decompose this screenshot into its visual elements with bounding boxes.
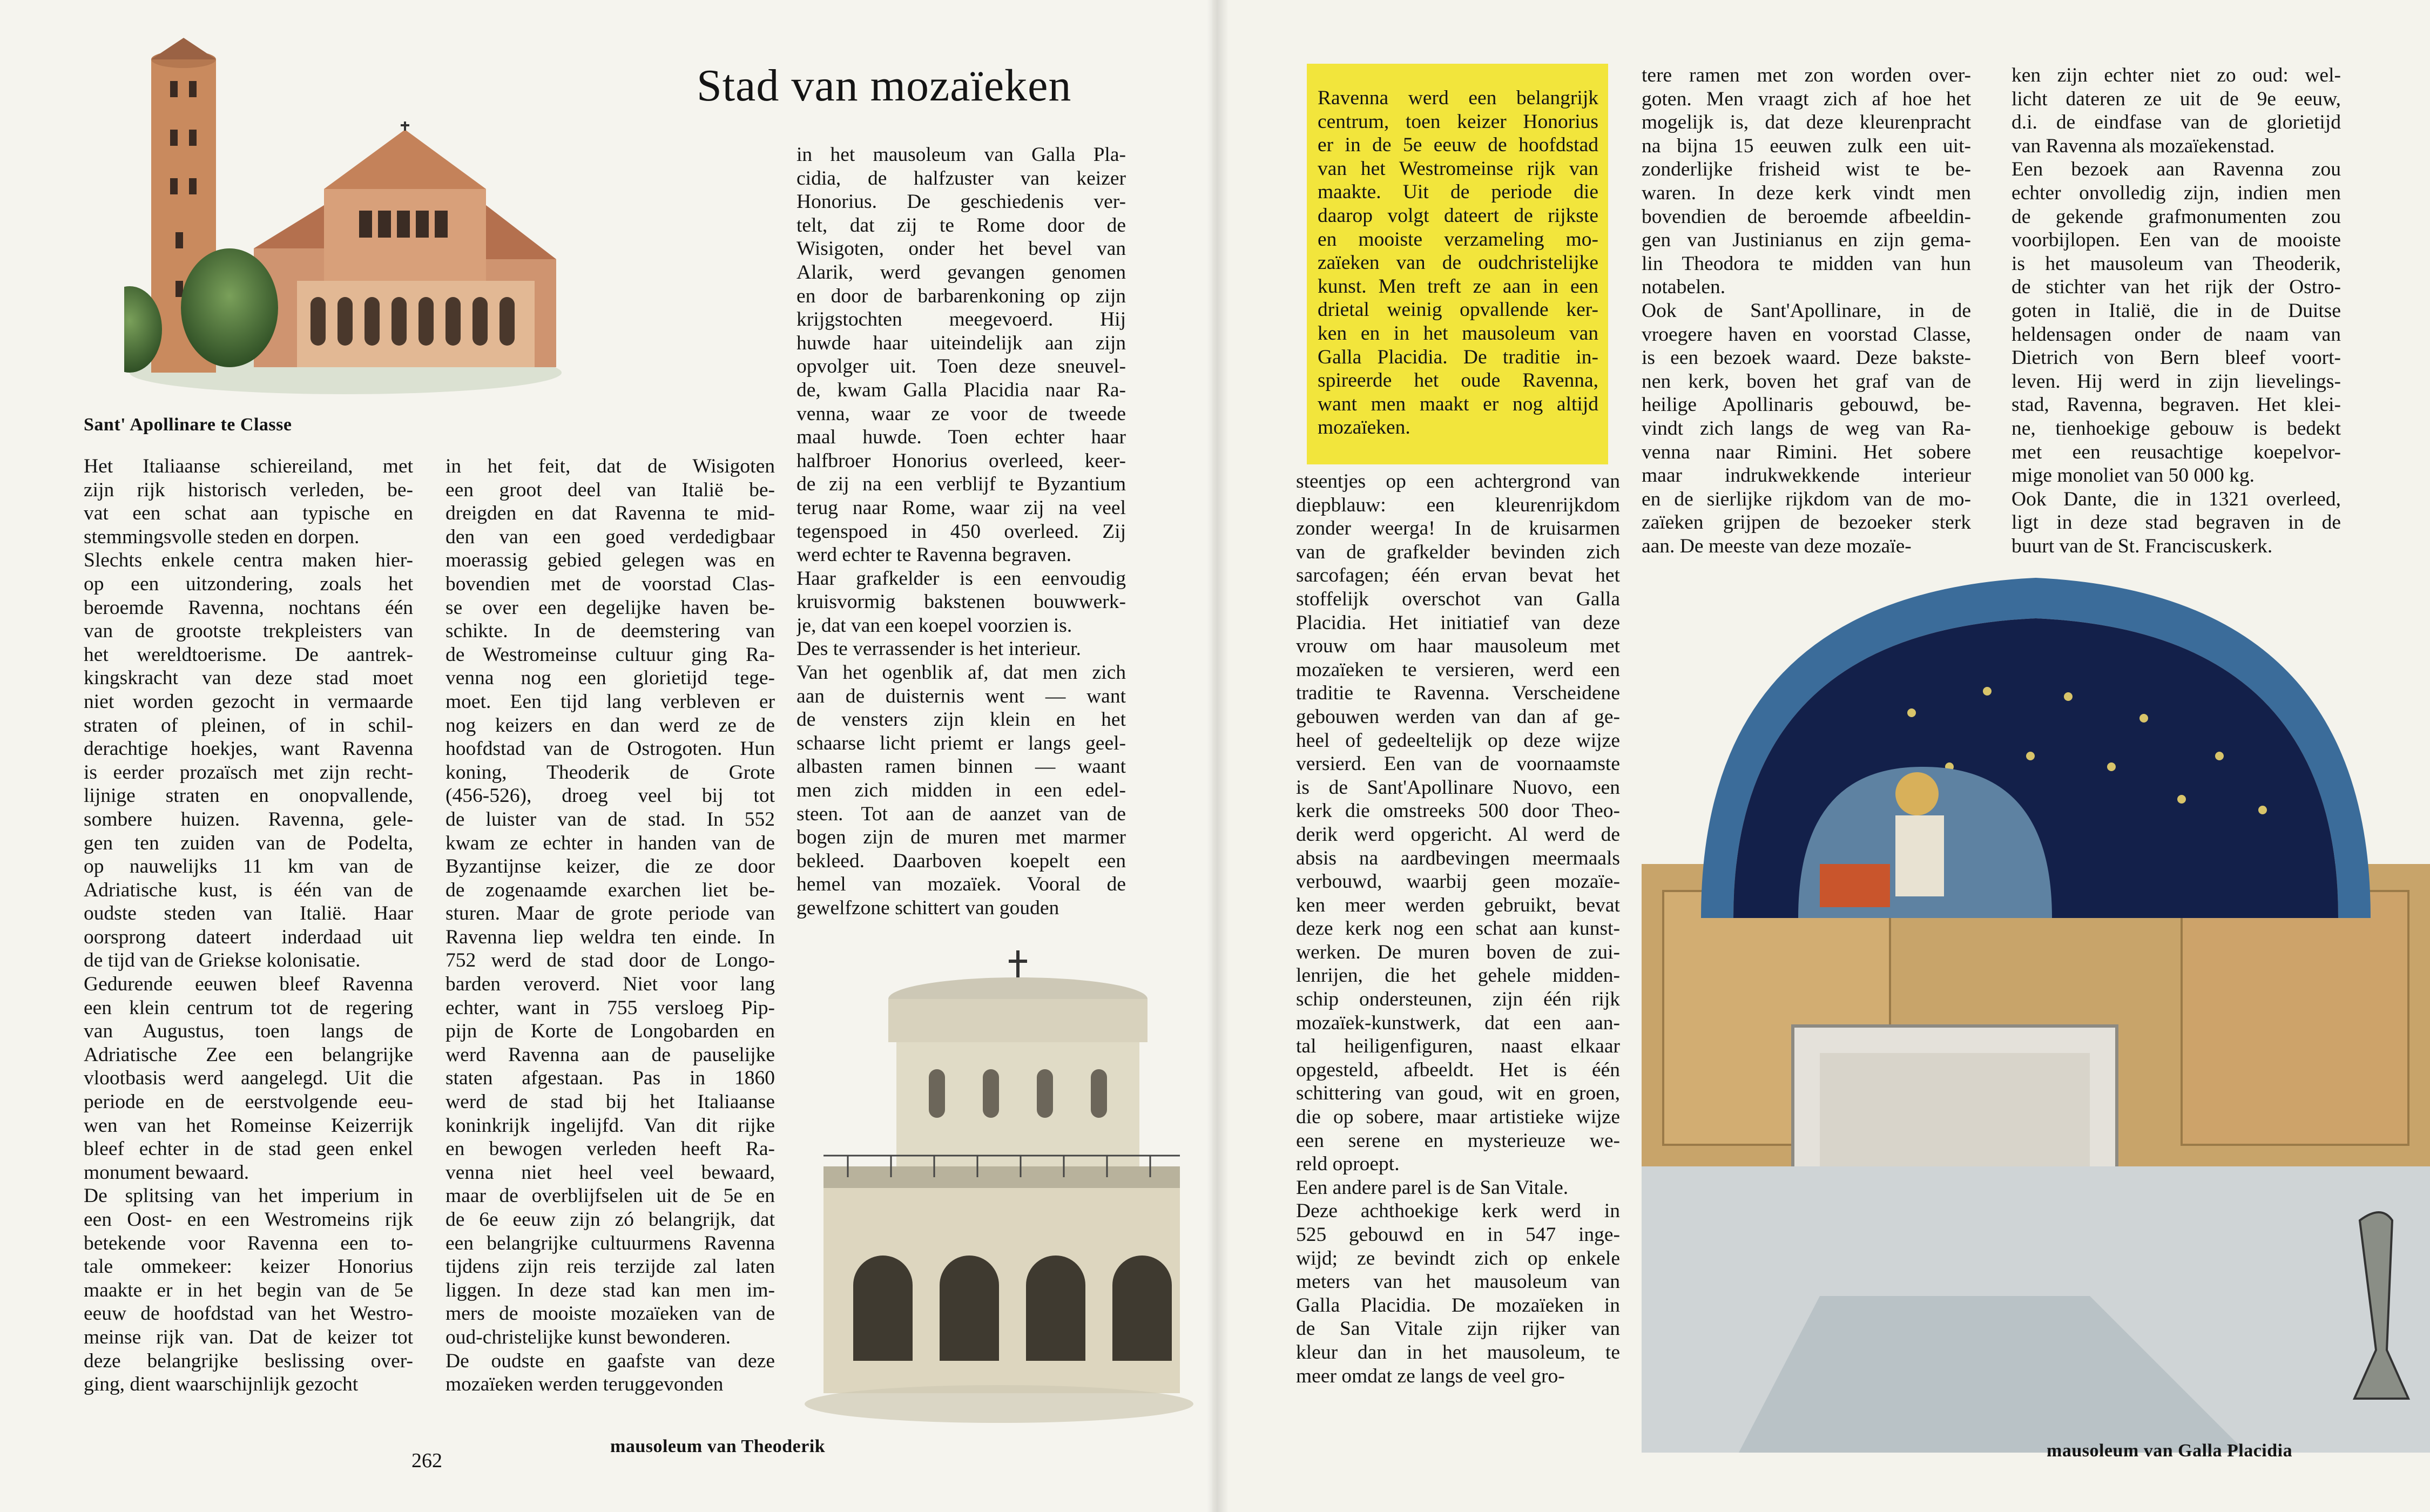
text-line: is het mausoleum van Theoderik, — [2012, 252, 2341, 275]
text-line: want men maakt er nog altijd — [1318, 393, 1598, 415]
text-line: mige monoliet van 50 000 kg. — [2012, 464, 2254, 487]
text-line: gen ten zuiden van de Podelta, — [84, 832, 413, 854]
text-line: kingskracht van deze stad moet — [84, 667, 413, 690]
text-line: Een andere parel is de San Vitale. — [1296, 1176, 1569, 1199]
text-line: Deze achthoekige kerk werd in — [1296, 1200, 1620, 1223]
text-line: niet worden gezocht in vermaarde — [84, 690, 413, 713]
text-line: werd echter te Ravenna begraven. — [796, 544, 1072, 566]
text-line: bogen zijn de muren met marmer — [796, 826, 1126, 849]
text-line: Van het ogenblik af, dat men zich — [796, 662, 1126, 684]
text-line: gen van Justinianus en zijn gema- — [1642, 229, 1971, 252]
text-line: 752 werd de stad door de Longo- — [446, 949, 775, 972]
text-line: zonderlijke frisheid wist te be- — [1642, 158, 1971, 181]
text-line: Een bezoek aan Ravenna zou — [2012, 158, 2341, 181]
page-title: Stad van mozaïeken — [697, 60, 1072, 111]
text-line: bekleed. Daarboven koepelt een — [796, 849, 1126, 872]
text-line: kruisvormig bakstenen bouwwerk- — [796, 591, 1126, 613]
text-line: heel of gedeeltelijk op deze wijze — [1296, 729, 1620, 752]
text-line: en mooiste verzameling mo- — [1318, 228, 1598, 251]
text-line: mozaïek-kunstwerk, dat een aan- — [1296, 1011, 1620, 1034]
text-line: mers de mooiste mozaïeken van de — [446, 1302, 775, 1325]
text-line: den van een goed verdedigbaar — [446, 525, 775, 548]
text-line: maar indrukwekkende interieur — [1642, 464, 1971, 487]
text-line: de stichter van het rijk der Ostro- — [2012, 276, 2341, 299]
text-line: de tijd van de Griekse kolonisatie. — [84, 949, 361, 972]
text-line: periode en de eerstvolgende eeu- — [84, 1091, 413, 1113]
text-line: tijdens zijn reis terzijde zal laten — [446, 1256, 775, 1278]
intro-text-column — [1318, 86, 1598, 440]
text-column-3 — [796, 143, 1126, 920]
text-line: vindt zich langs de weg van Ra- — [1642, 417, 1971, 440]
text-line: Gedurende eeuwen bleef Ravenna — [84, 973, 413, 996]
text-line: opgesteld, afbeeldt. Het is één — [1296, 1058, 1620, 1081]
text-line: van Ravenna als mozaïekenstad. — [2012, 134, 2275, 157]
text-line: Placidia. Het initiatief van deze — [1296, 611, 1620, 634]
text-line: straten of pleinen, of in schil- — [84, 714, 413, 737]
text-line: centrum, toen keizer Honorius — [1318, 110, 1598, 133]
text-line: aan. De meeste van deze mozaïe- — [1642, 535, 1912, 557]
text-line: De oudste en gaafste van deze — [446, 1349, 775, 1372]
text-line: kwam ze echter in handen van de — [446, 832, 775, 854]
text-line: opvolger uit. Toen deze sneuvel- — [796, 355, 1126, 378]
text-line: barden veroverd. Niet voor lang — [446, 973, 775, 996]
text-line: kleur dan in het mausoleum, te — [1296, 1341, 1620, 1364]
book-gutter — [1207, 0, 1228, 1512]
text-line: Ook de Sant'Apollinare, in de — [1642, 299, 1971, 322]
text-line: van de grootste trekpleisters van — [84, 620, 413, 643]
text-line: moerassig gebied gelegen was en — [446, 549, 775, 572]
text-line: derik werd opgericht. Al werd de — [1296, 823, 1620, 846]
text-line: waren. In deze kerk vindt men — [1642, 181, 1971, 204]
text-line: en de sierlijke rijkdom van de mo- — [1642, 488, 1971, 510]
text-line: tale ommekeer: keizer Honorius — [84, 1256, 413, 1278]
text-line: heldensagen onder de naam van — [2012, 323, 2341, 346]
text-line: is eerder prozaïsch met zijn recht- — [84, 761, 413, 784]
text-line: gebouwen werden van dan af ge- — [1296, 705, 1620, 728]
text-line: hoofdstad van de Ostrogoten. Hun — [446, 738, 775, 760]
text-line: ken en in het mausoleum van — [1318, 322, 1598, 345]
text-line: tal heiligenfiguren, naast elkaar — [1296, 1035, 1620, 1058]
text-line: lenrijen, die het gehele midden- — [1296, 964, 1620, 987]
text-line: zonder weerga! In de kruisarmen — [1296, 517, 1620, 540]
text-line: sarcofagen; één ervan bevat het — [1296, 564, 1620, 587]
text-line: Alarik, werd gevangen genomen — [796, 261, 1126, 284]
text-line: pijn de Korte de Longobarden en — [446, 1020, 775, 1043]
text-line: kunst. Men treft ze aan in een — [1318, 275, 1598, 298]
text-column-2 — [446, 455, 775, 1396]
text-line: mogelijk is, dat deze kleurenpracht — [1642, 111, 1971, 134]
text-line: van de grafkelder bevinden zich — [1296, 541, 1620, 563]
text-line: beroemde Ravenna, nochtans één — [84, 596, 413, 619]
text-line: Wisigoten, onder het bevel van — [796, 238, 1126, 260]
text-line: schip ondersteunen, zijn één rijk — [1296, 988, 1620, 1011]
text-line: gewelfzone schittert van gouden — [796, 897, 1059, 919]
text-line: de, kwam Galla Placidia naar Ra- — [796, 379, 1126, 401]
text-line: echter onvolledig zijn, indien men — [2012, 181, 2341, 204]
text-line: albasten ramen binnen — waant — [796, 755, 1126, 778]
text-line: vat een schat aan typische en — [84, 502, 413, 525]
text-line: derachtige hoekjes, want Ravenna — [84, 738, 413, 760]
galla-placidia-illustration — [1642, 486, 2430, 1453]
text-line: kerk die omstreeks 500 door Theo- — [1296, 800, 1620, 822]
text-line: deze belangrijke beslissing over- — [84, 1349, 413, 1372]
text-line: Byzantijnse keizer, die ze door — [446, 855, 775, 878]
text-line: spireerde het oude Ravenna, — [1318, 369, 1598, 392]
text-line: met een reusachtige koepelvor- — [2012, 441, 2341, 463]
text-line: heilige Apollinaris gebouwd, be- — [1642, 394, 1971, 416]
text-line: eeuw de hoofdstad van het Westro- — [84, 1302, 413, 1325]
text-line: cidia, de halfzuster van keizer — [796, 167, 1126, 190]
text-line: Ravenna liep weldra ten einde. In — [446, 926, 775, 948]
text-line: aan de duisternis went — want — [796, 685, 1126, 707]
text-line: oudste steden van Italië. Haar — [84, 902, 413, 925]
text-line: een klein centrum tot de regering — [84, 996, 413, 1019]
text-line: lin Theodora te midden van hun — [1642, 252, 1971, 275]
text-line: deze kerk nog een schat aan kunst- — [1296, 917, 1620, 940]
theoderik-mausoleum-illustration — [805, 940, 1193, 1426]
text-line: buurt van de St. Franciscuskerk. — [2012, 535, 2273, 557]
text-line: de luister van de stad. In 552 — [446, 808, 775, 831]
text-line: lijnige straten en onopvallende, — [84, 785, 413, 807]
text-line: maakte. Uit de periode die — [1318, 181, 1598, 204]
text-line: maal huwde. Toen echter haar — [796, 426, 1126, 449]
text-line: wen van het Romeinse Keizerrijk — [84, 1114, 413, 1137]
text-line: nog keizers en dan werd ze de — [446, 714, 775, 737]
text-line: venna nog een glorietijd tege- — [446, 667, 775, 690]
text-line: er in de 5e eeuw de hoofdstad — [1318, 134, 1598, 157]
text-line: koning, Theoderik de Grote — [446, 761, 775, 784]
page-number: 262 — [411, 1449, 442, 1472]
text-line: tegenspoed in 450 overleed. Zij — [796, 520, 1126, 543]
text-line: en bewogen verleden heeft Ra- — [446, 1138, 775, 1160]
text-line: terug naar Rome, waar zij na veel — [796, 496, 1126, 519]
text-line: van het Westromeinse rijk van — [1318, 157, 1598, 180]
text-line: venna, waar ze voor de tweede — [796, 402, 1126, 425]
text-line: schittering van goud, wit en groen, — [1296, 1082, 1620, 1105]
text-line: Adriatische kust, is één van de — [84, 879, 413, 901]
text-line: stemmingsvolle steden en dorpen. — [84, 525, 360, 548]
caption-galla-placidia: mausoleum van Galla Placidia — [2047, 1441, 2293, 1461]
text-line: licht dateren ze uit de 9e eeuw, — [2012, 87, 2341, 110]
text-line: ligt in deze stad begraven in de — [2012, 511, 2341, 534]
text-line: absis na aardbevingen meermaals — [1296, 847, 1620, 869]
text-line: notabelen. — [1642, 276, 1726, 299]
text-column-1 — [84, 455, 413, 1396]
text-line: werd de stad bij het Italiaanse — [446, 1091, 775, 1113]
text-line: hemel van mozaïek. Vooral de — [796, 873, 1126, 896]
text-line: het wereldtoerisme. De aantrek- — [84, 643, 413, 666]
caption-sant-apollinare: Sant' Apollinare te Classe — [84, 415, 292, 435]
text-line: De splitsing van het imperium in — [84, 1185, 413, 1207]
text-line: koninkrijk ingelijfd. Van dit rijke — [446, 1114, 775, 1137]
text-line: de 6e eeuw zijn zó belangrijk, dat — [446, 1209, 775, 1231]
text-line: stoffelijk overschot van Galla — [1296, 588, 1620, 610]
text-line: betekende voor Ravenna een to- — [84, 1232, 413, 1254]
text-line: halfbroer Honorius overleed, keer- — [796, 449, 1126, 472]
text-line: een groot deel van Italië be- — [446, 478, 775, 501]
text-line: maakte er in het begin van de 5e — [84, 1279, 413, 1301]
text-line: staten afgestaan. Pas in 1860 — [446, 1067, 775, 1090]
text-line: Ook Dante, die in 1321 overleed, — [2012, 488, 2341, 510]
text-line: wijd; ze bevindt zich op enkele — [1296, 1247, 1620, 1270]
text-line: op nauwelijks 11 km van de — [84, 855, 413, 878]
text-line: monument bewaard. — [84, 1161, 249, 1184]
text-line: stad, Ravenna, begraven. Het klei- — [2012, 394, 2341, 416]
text-line: vlootbasis werd aangelegd. Uit die — [84, 1067, 413, 1090]
text-line: Slechts enkele centra maken hier- — [84, 549, 413, 572]
text-line: Het Italiaanse schiereiland, met — [84, 455, 413, 477]
text-line: oorsprong dateert inderdaad uit — [84, 926, 413, 948]
text-line: een Oost- en een Westromeins rijk — [84, 1209, 413, 1231]
text-line: de zogenaamde exarchen liet be- — [446, 879, 775, 901]
text-line: zijn rijk historisch verleden, be- — [84, 478, 413, 501]
text-line: nen kerk, boven het graf van de — [1642, 370, 1971, 393]
text-line: meer omdat ze langs de veel gro- — [1296, 1365, 1565, 1387]
text-line: men zich midden in een edel- — [796, 779, 1126, 802]
text-line: dreigden en dat Ravenna te mid- — [446, 502, 775, 525]
caption-theoderik: mausoleum van Theoderik — [610, 1436, 826, 1456]
text-line: en door de barbarenkoning op zijn — [796, 285, 1126, 307]
text-line: ken meer werden gebruikt, bevat — [1296, 894, 1620, 916]
text-line: venna naar Rimini. Het sobere — [1642, 441, 1971, 463]
text-line: een serene en mysterieuze we- — [1296, 1129, 1620, 1152]
text-line: tere ramen met zon worden over- — [1642, 64, 1971, 86]
text-line: de gekende grafmonumenten zou — [2012, 205, 2341, 228]
text-line: in het mausoleum van Galla Pla- — [796, 144, 1126, 166]
text-line: telt, dat zij te Rome door de — [796, 214, 1126, 237]
text-line: mozaïeken werden teruggevonden — [446, 1373, 724, 1396]
text-line: mozaïeken te versieren, werd een — [1296, 658, 1620, 681]
text-line: in het feit, dat de Wisigoten — [446, 455, 775, 477]
text-line: van Augustus, toen langs de — [84, 1020, 413, 1043]
text-line: mozaïeken. — [1318, 416, 1410, 439]
text-line: die op sobere, maar artistieke wijze — [1296, 1106, 1620, 1129]
text-line: Galla Placidia. De traditie in- — [1318, 346, 1598, 368]
text-line: 525 gebouwd en in 547 inge- — [1296, 1224, 1620, 1246]
text-line: Adriatische Zee een belangrijke — [84, 1043, 413, 1066]
text-line: traditie te Ravenna. Verscheidene — [1296, 682, 1620, 705]
text-line: ging, dient waarschijnlijk gezocht — [84, 1373, 359, 1396]
text-line: diepblauw: een kleurenrijkdom — [1296, 494, 1620, 516]
text-line: je, dat van een koepel voorzien is. — [796, 614, 1072, 637]
text-line: liggen. In deze stad kan men im- — [446, 1279, 775, 1301]
text-line: bovendien de beroemde afbeeldin- — [1642, 205, 1971, 228]
text-line: maar de overblijfselen uit de 5e en — [446, 1185, 775, 1207]
text-line: se over een degelijke haven be- — [446, 596, 775, 619]
text-line: Ravenna werd een belangrijk — [1318, 87, 1598, 109]
text-line: goten. Men vraagt zich af hoe het — [1642, 87, 1971, 110]
text-line: Galla Placidia. De mozaïeken in — [1296, 1294, 1620, 1317]
text-line: een belangrijke cultuurmens Ravenna — [446, 1232, 775, 1254]
text-line: werken. De muren boven de zui- — [1296, 941, 1620, 963]
text-line: goten in Italië, die in de Duitse — [2012, 299, 2341, 322]
text-line: ne, tienhoekige gebouw is bedekt — [2012, 417, 2341, 440]
text-line: de zij na een verblijf te Byzantium — [796, 473, 1126, 496]
text-line: Haar grafkelder is een eenvoudig — [796, 567, 1126, 590]
text-line: vrouw om haar mausoleum met — [1296, 635, 1620, 658]
text-line: echter, want in 755 versloeg Pip- — [446, 996, 775, 1019]
text-line: voorbijlopen. Een van de mooiste — [2012, 229, 2341, 252]
text-line: versierd. Een van de voornaamste — [1296, 753, 1620, 775]
text-line: is een bezoek waard. Deze bakste- — [1642, 347, 1971, 369]
text-column-5 — [1642, 64, 1971, 558]
text-line: de Westromeinse cultuur ging Ra- — [446, 643, 775, 666]
church-illustration — [124, 27, 567, 405]
text-column-4 — [1296, 470, 1620, 1388]
text-line: schikte. In de deemstering van — [446, 620, 775, 643]
text-line: venna niet heel veel bewaard, — [446, 1161, 775, 1184]
text-line: d.i. de eindfase van de glorietijd — [2012, 111, 2341, 134]
text-line: schaarse licht priemt er langs geel- — [796, 732, 1126, 754]
text-line: bovendien met de voorstad Clas- — [446, 572, 775, 595]
text-line: sombere huizen. Ravenna, gele- — [84, 808, 413, 831]
text-line: huwde haar uiteindelijk aan zijn — [796, 332, 1126, 354]
text-line: meters van het mausoleum van — [1296, 1271, 1620, 1293]
text-line: drietal weinig opvallende ker- — [1318, 299, 1598, 321]
text-line: na bijna 15 eeuwen zulk een uit- — [1642, 134, 1971, 157]
text-line: is de Sant'Apollinare Nuovo, een — [1296, 776, 1620, 799]
text-line: krijgstochten meegevoerd. Hij — [796, 308, 1126, 331]
text-line: daarop volgt dateert de rijkste — [1318, 204, 1598, 227]
text-line: steen. Tot aan de aanzet van de — [796, 802, 1126, 825]
text-line: meinse rijk van. Dat de keizer tot — [84, 1326, 413, 1348]
text-line: ken zijn echter niet zo oud: wel- — [2012, 64, 2341, 86]
text-line: Honorius. De geschiedenis ver- — [796, 191, 1126, 213]
text-line: vroegere haven en voorstad Classe, — [1642, 323, 1971, 346]
text-line: Des te verrassender is het interieur. — [796, 638, 1081, 660]
text-line: Dietrich von Bern bleef voort- — [2012, 347, 2341, 369]
text-line: steentjes op een achtergrond van — [1296, 470, 1620, 492]
text-line: moet. Een tijd lang verbleven er — [446, 690, 775, 713]
text-line: oud-christelijke kunst bewonderen. — [446, 1326, 731, 1348]
text-line: werd Ravenna aan de pauselijke — [446, 1043, 775, 1066]
text-line: sturen. Maar de grote periode van — [446, 902, 775, 925]
text-column-6 — [2012, 64, 2341, 558]
text-line: reld oproept. — [1296, 1153, 1400, 1176]
text-line: de San Vitale zijn rijker van — [1296, 1318, 1620, 1340]
text-line: zaïeken van de oudchristelijke — [1318, 252, 1598, 274]
text-line: bleef echter in de stad geen enkel — [84, 1138, 413, 1160]
text-line: verbouwd, waarbij geen mozaïe- — [1296, 870, 1620, 893]
text-line: zaïeken grijpen de bezoeker sterk — [1642, 511, 1971, 534]
text-line: leven. Hij werd in zijn lievelings- — [2012, 370, 2341, 393]
text-line: op een uitzondering, zoals het — [84, 572, 413, 595]
text-line: de vensters zijn klein en het — [796, 708, 1126, 731]
text-line: (456-526), droeg veel bij tot — [446, 785, 775, 807]
